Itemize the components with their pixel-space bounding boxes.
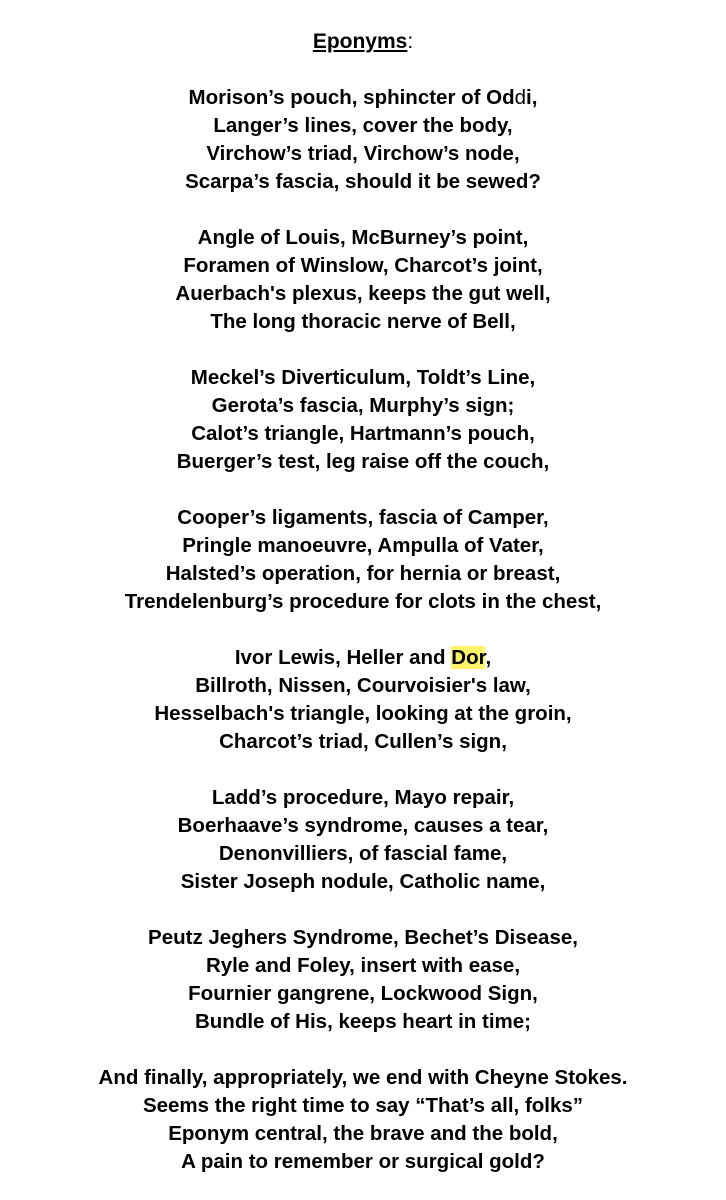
poem-line <box>0 812 726 840</box>
poem-line <box>0 1064 726 1092</box>
line-text: Morison’s pouch, sphincter of Od <box>188 86 515 109</box>
poem-line <box>0 392 726 420</box>
poem-line <box>0 1008 726 1036</box>
line-text: Hesselbach's triangle, looking at the groin, <box>154 702 572 725</box>
poem-line <box>0 840 726 868</box>
line-text: Virchow’s triad, Virchow’s node, <box>206 142 520 165</box>
line-text: Peutz Jeghers Syndrome, Bechet’s Disease, <box>148 926 578 949</box>
poem-line <box>0 84 726 112</box>
line-text: Trendelenburg’s procedure for clots in the chest, <box>124 590 602 613</box>
poem-line <box>0 644 726 672</box>
poem-line <box>0 1092 726 1120</box>
line-text: Cooper’s ligaments, fascia of Camper, <box>177 506 549 529</box>
line-text: Fournier gangrene, Lockwood Sign, <box>188 982 538 1005</box>
poem-line <box>0 280 726 308</box>
poem-line <box>0 224 726 252</box>
line-text: Halsted’s operation, for hernia or breast, <box>165 562 561 585</box>
line-text: Foramen of Winslow, Charcot’s joint, <box>183 254 543 277</box>
stanza <box>0 1064 726 1176</box>
line-text: Pringle manoeuvre, Ampulla of Vater, <box>182 534 544 557</box>
poem-line <box>0 112 726 140</box>
line-text-fragment: d <box>514 86 527 109</box>
poem-line <box>0 868 726 896</box>
line-text: Billroth, Nissen, Courvoisier's law, <box>195 674 531 697</box>
line-text: Ladd’s procedure, Mayo repair, <box>211 786 515 809</box>
poem-line <box>0 448 726 476</box>
line-text: Ryle and Foley, insert with ease, <box>205 954 521 977</box>
poem-line <box>0 532 726 560</box>
poem-line <box>0 924 726 952</box>
poem-line <box>0 588 726 616</box>
stanza <box>0 784 726 896</box>
line-text: i, <box>526 86 538 109</box>
stanza <box>0 644 726 756</box>
poem-body <box>0 84 726 1176</box>
poem-line <box>0 252 726 280</box>
stanza <box>0 924 726 1036</box>
poem-line <box>0 672 726 700</box>
poem-line <box>0 952 726 980</box>
document-title <box>0 28 726 56</box>
title-text: Eponyms <box>312 30 408 53</box>
poem-line <box>0 168 726 196</box>
line-text: A pain to remember or surgical gold? <box>181 1150 545 1173</box>
line-text: , <box>485 646 492 669</box>
poem-line <box>0 560 726 588</box>
stanza <box>0 84 726 196</box>
line-text: Gerota’s fascia, Murphy’s sign; <box>211 394 515 417</box>
stanza <box>0 504 726 616</box>
line-text: Auerbach's plexus, keeps the gut well, <box>175 282 551 305</box>
line-text: Ivor Lewis, Heller and <box>234 646 452 669</box>
line-text: Denonvilliers, of fascial fame, <box>218 842 508 865</box>
line-text: Eponym central, the brave and the bold, <box>168 1122 558 1145</box>
stanza <box>0 364 726 476</box>
poem-line <box>0 308 726 336</box>
poem-line <box>0 784 726 812</box>
poem-line <box>0 1120 726 1148</box>
line-text: Boerhaave’s syndrome, causes a tear, <box>177 814 549 837</box>
line-text: Angle of Louis, McBurney’s point, <box>197 226 529 249</box>
line-text: Charcot’s triad, Cullen’s sign, <box>219 730 507 753</box>
poem-line <box>0 364 726 392</box>
line-text: Buerger’s test, leg raise off the couch, <box>176 450 550 473</box>
poem-line <box>0 140 726 168</box>
highlighted-text: Dor <box>451 646 486 669</box>
line-text: Scarpa’s fascia, should it be sewed? <box>185 170 541 193</box>
poem-line <box>0 728 726 756</box>
line-text: Langer’s lines, cover the body, <box>213 114 513 137</box>
line-text: Bundle of His, keeps heart in time; <box>194 1010 532 1033</box>
poem-line <box>0 700 726 728</box>
line-text: And finally, appropriately, we end with Cheyne Stokes. <box>98 1066 628 1089</box>
poem-line <box>0 1148 726 1176</box>
line-text: Meckel’s Diverticulum, Toldt’s Line, <box>190 366 536 389</box>
poem-line <box>0 420 726 448</box>
poem-line <box>0 504 726 532</box>
poem-line <box>0 980 726 1008</box>
line-text: Seems the right time to say “That’s all, folks” <box>142 1094 584 1117</box>
title-colon: : <box>407 30 414 53</box>
line-text: The long thoracic nerve of Bell, <box>210 310 516 333</box>
stanza <box>0 224 726 336</box>
line-text: Sister Joseph nodule, Catholic name, <box>180 870 546 893</box>
line-text: Calot’s triangle, Hartmann’s pouch, <box>191 422 535 445</box>
